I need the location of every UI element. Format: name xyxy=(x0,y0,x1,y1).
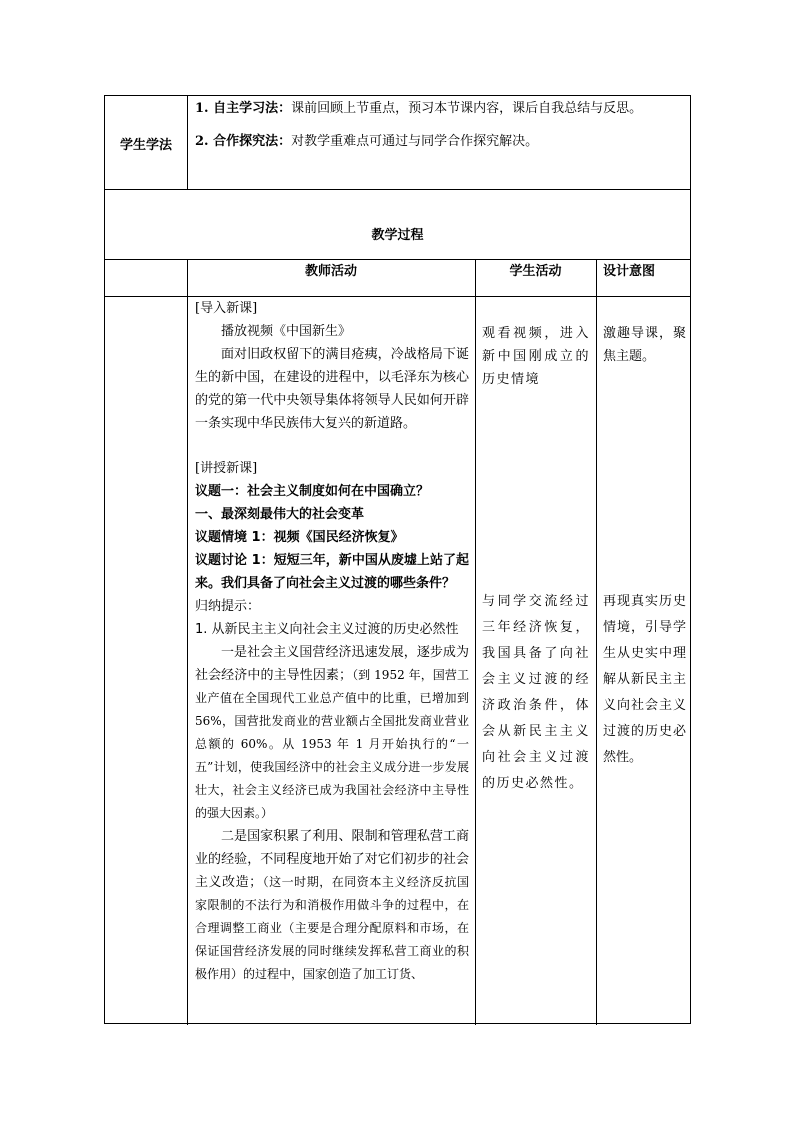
paragraph-2 xyxy=(195,825,469,986)
new-lesson-heading: [讲授新课] xyxy=(195,461,258,476)
paragraph-2-note: （这一时期，在同资本主义经济反抗国家限制的不法行为和消极作用做斗争的过程中，在合理调整工商业（主要是合理分配原料和市场，在保证国营经济发展的同时继续发挥私营工商业的积极作用）的过程中，国家创造了加工订货、 xyxy=(195,875,469,981)
column-divider xyxy=(475,259,476,1025)
paragraph-1-note: （到 1952 年，国营工业产值在全国现代工业总产值中的比重，已增加到 56%，国营批发商业的营业额占全国批发商业营业总额的 60%。从 1953 年 1 月开始执行的“一五”计划，使我国经济中的社会主义成分进一步发展壮大，社会主义经济已成为我国社会经济中主导性的强大因素。） xyxy=(195,668,469,820)
header-student-activity: 学生活动 xyxy=(509,264,562,279)
design-intent-intro: 激趣导课，聚焦主题。 xyxy=(603,326,686,364)
paragraph-1-main: 一是社会主义国营经济迅速发展，逐步成为社会经济中的主导性因素； xyxy=(195,645,469,683)
intro-heading: [导入新课] xyxy=(195,301,258,316)
paragraph-2-main: 二是国家积累了利用、限制和管理私营工商业的经验，不同程度地开始了对它们初步的社会主义改造； xyxy=(195,829,469,890)
method-item-2-text: 对教学重难点可通过与同学合作探究解决。 xyxy=(291,134,539,149)
discussion-1: 议题讨论 1：短短三年，新中国从废墟上站了起来。我们具备了向社会主义过渡的哪些条件？ xyxy=(195,553,469,591)
method-item-1-title: 1. 自主学习法： xyxy=(195,101,292,116)
column-divider xyxy=(596,259,597,1025)
header-design-intent: 设计意图 xyxy=(603,264,656,279)
design-intent-discussion: 再现真实历史情境，引导学生从史实中理解从新民主主义向社会主义过渡的历史必然性。 xyxy=(603,594,686,765)
intro-video: 播放视频《中国新生》 xyxy=(221,324,352,339)
row-divider xyxy=(105,189,690,190)
lesson-plan-table xyxy=(104,95,691,1024)
hint-label: 归纳提示： xyxy=(195,599,261,614)
section-1-heading: 一、最深刻最伟大的社会变革 xyxy=(195,507,365,522)
scenario-1: 议题情境 1：视频《国民经济恢复》 xyxy=(195,530,404,545)
process-title: 教学过程 xyxy=(371,228,424,243)
paragraph-1 xyxy=(195,641,469,825)
header-teacher-activity: 教师活动 xyxy=(304,264,357,279)
student-method-label: 学生学法 xyxy=(119,138,172,153)
column-divider xyxy=(187,259,188,1025)
student-method-content xyxy=(195,97,685,154)
student-activity-intro: 观看视频，进入新中国刚成立的历史情境 xyxy=(482,326,590,387)
intro-text: 面对旧政权留下的满目疮痍，冷战格局下诞生的新中国，在建设的进程中，以毛泽东为核心的党的第一代中央领导集体将领导人民如何开辟一条实现中华民族伟大复兴的新道路。 xyxy=(195,347,469,431)
column-divider xyxy=(187,96,188,189)
method-item-1-text: 课前回顾上节重点，预习本节课内容，课后自我总结与反思。 xyxy=(291,101,643,116)
teacher-activity xyxy=(195,297,469,986)
student-activity-discussion: 与同学交流经过三年经济恢复，我国具备了向社会主义过渡的经济政治条件，体会从新民主主义向社会主义过渡的历史必然性。 xyxy=(482,594,590,791)
point-1: 1. 从新民主主义向社会主义过渡的历史必然性 xyxy=(195,622,459,637)
method-item-2-title: 2. 合作探究法： xyxy=(195,134,292,149)
topic-1: 议题一：社会主义制度如何在中国确立？ xyxy=(195,484,430,499)
method-item-2 xyxy=(195,130,685,154)
method-item-1 xyxy=(195,97,685,121)
